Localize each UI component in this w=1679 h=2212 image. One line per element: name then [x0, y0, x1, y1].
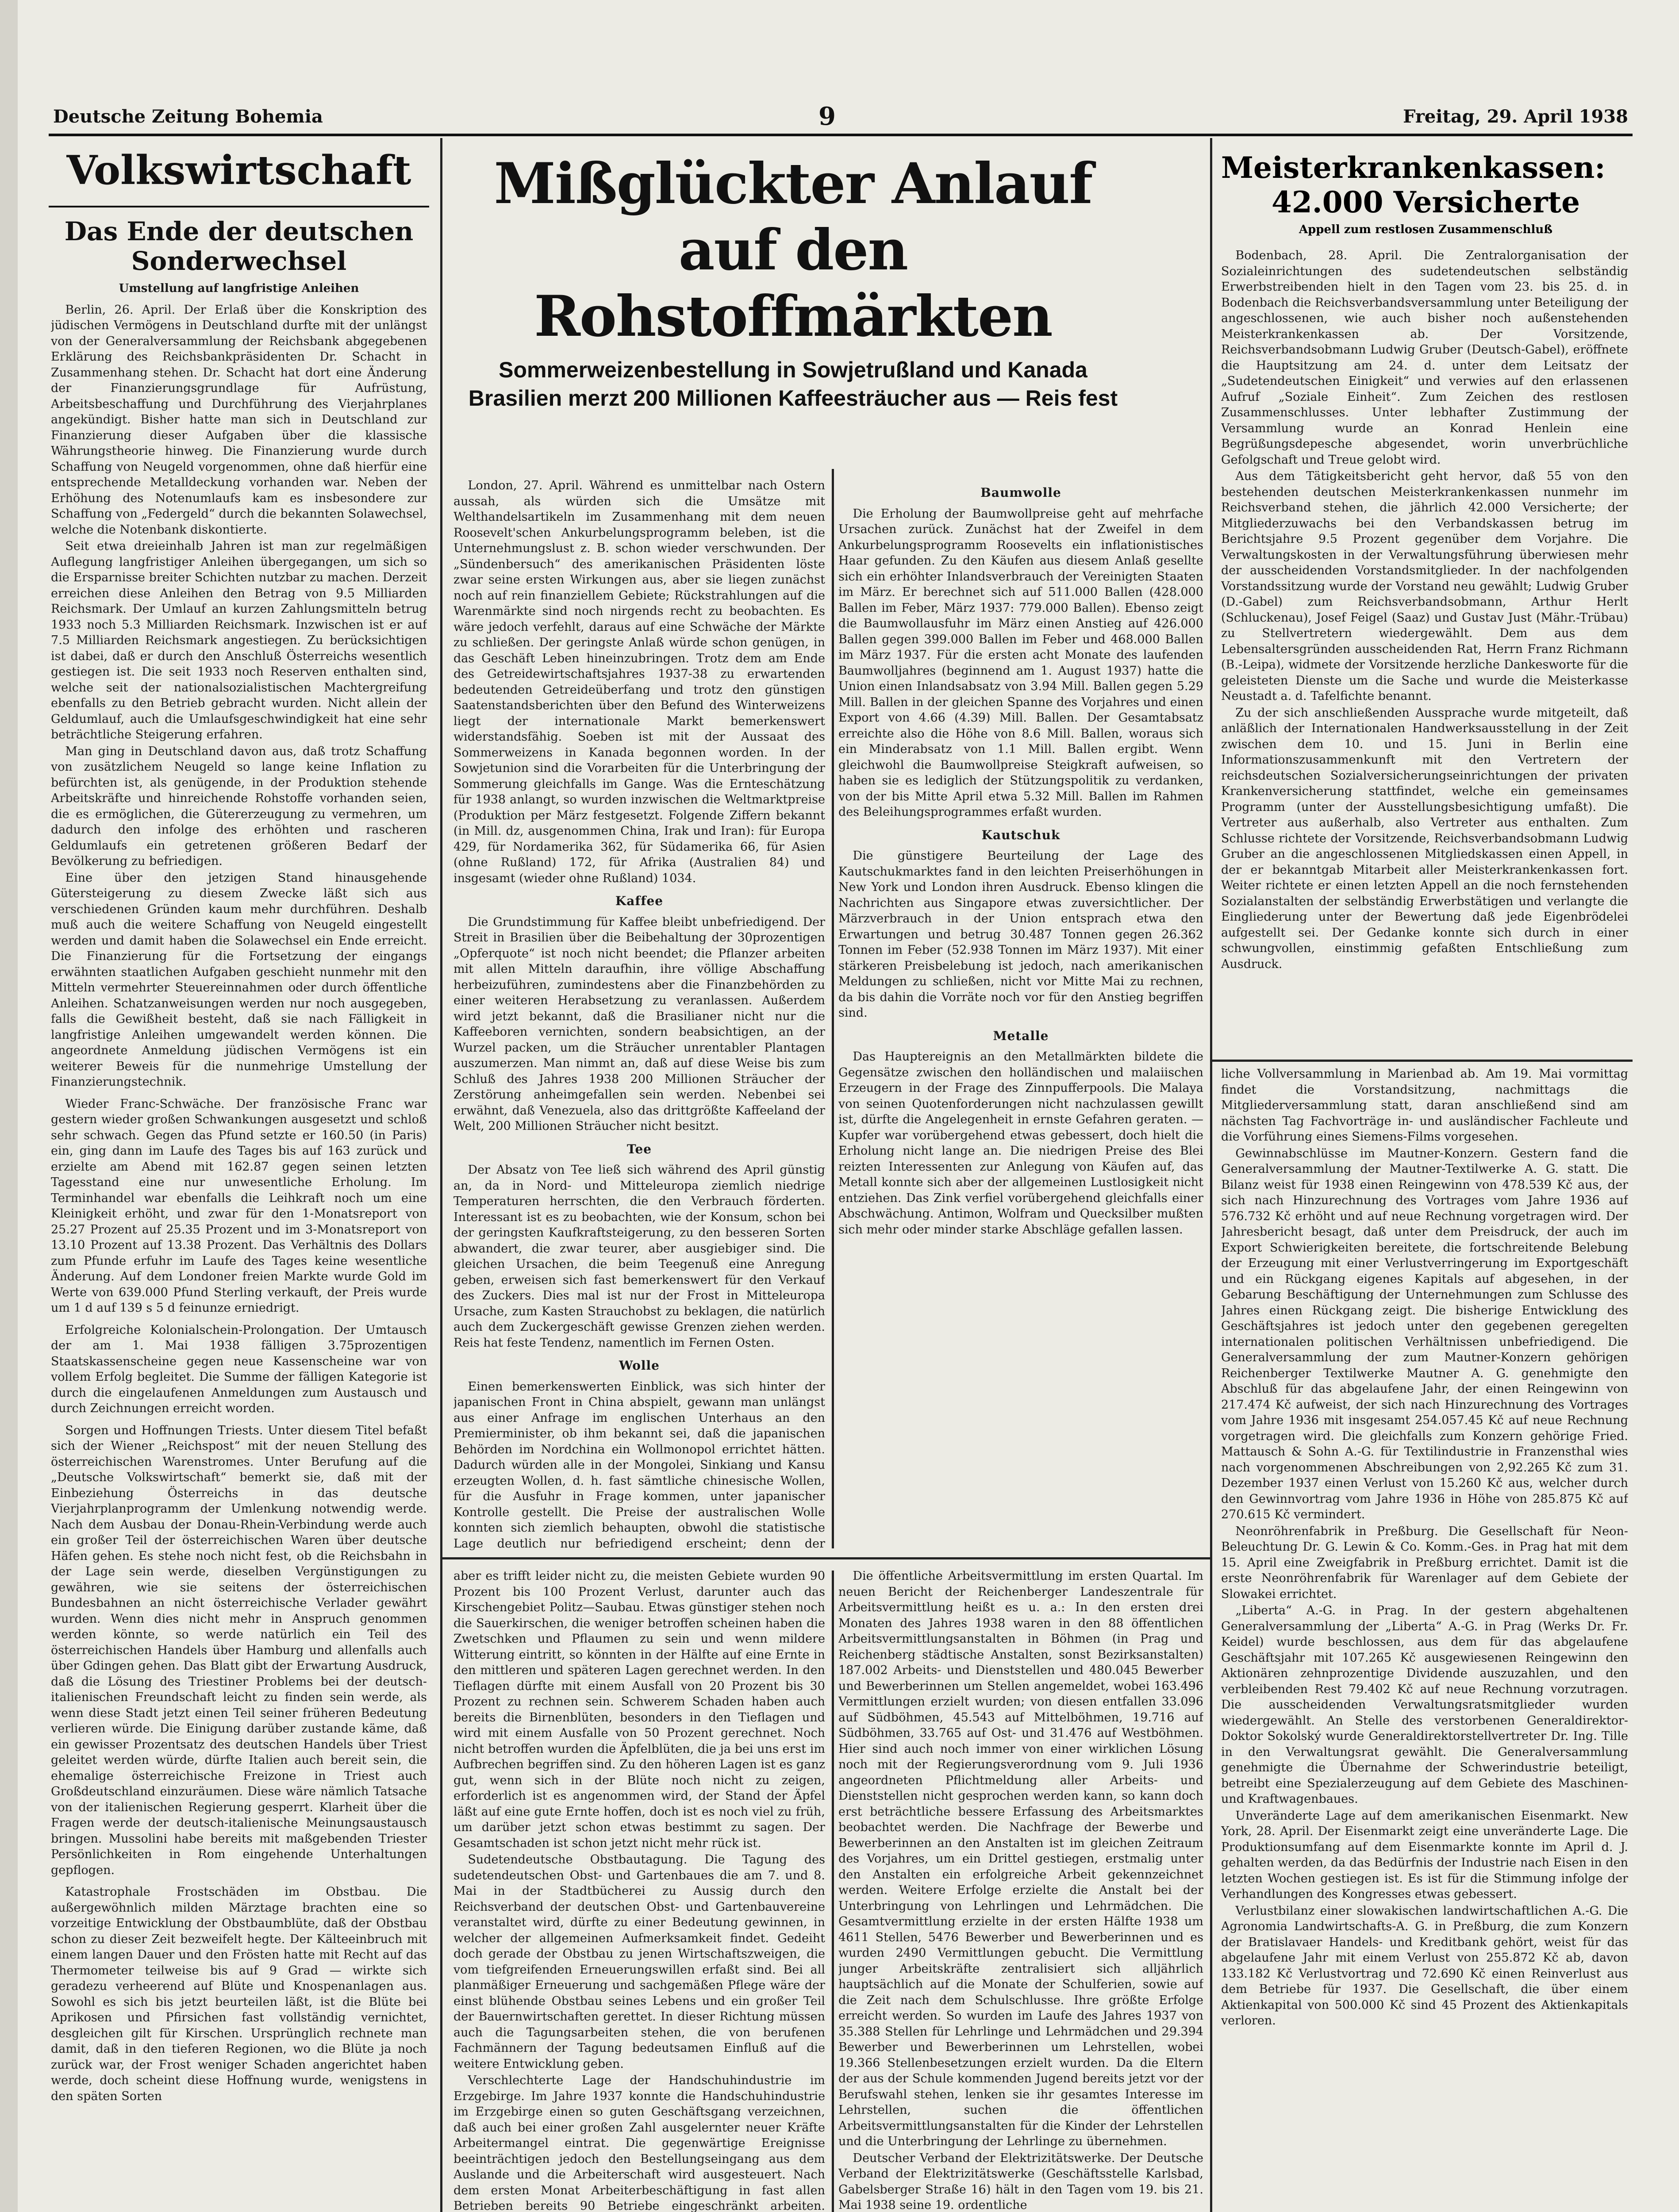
paragraph: Zu der sich anschließenden Aussprache wurde mitgeteilt, daß anläßlich der Internationalen Handwerksausstellung in der Zeit zwischen dem 10. und 15. Juni in Berlin eine Informationszusammenkunft mit den Vertretern der reichsdeutschen Sozialversicherungseinrichtungen der privaten Krankenversicherung stattfindet, welche ein gemeinsames Programm (unter der Ausstellungsbesichtigung umfaßt). Die Vertreter aus außerhalb, also Vertreter aus enthalten. Zum Schlusse richtete der Vorsitzende, Reichsverbandsobmann Ludwig Gruber an die angeschlossenen Mitgliedskassen einen Appell, in der er bekanntgab Mitarbeit aller Meisterkrankenkassen fort. Weiter richtete er einen letzten Appell an die noch fernstehenden Sozialanstalten der selbständig Erwerbstätigen und verlangte die Eingliederung unter der Bewertung daß jede Eigenbrödelei aufgestellt sei. Der Gedanke konnte sich durch in einer schwungvollen, einstimmig gefaßten Entschließung zum Ausdruck.	[1221, 706, 1628, 971]
right-column-bottom	[1221, 1066, 1628, 2212]
subsection-heading: Baumwolle	[980, 485, 1061, 500]
bottom-column-a	[453, 1568, 825, 2212]
right-article-title: 42.000 Versicherte	[1271, 185, 1580, 219]
news-item: Neonröhrenfabrik in Preßburg. Die Gesellschaft für Neon-Beleuchtung Dr. G. Lewin & Co. Komm.-Ges. in Prag hat mit dem 15. April eine Zweigfabrik in Preßburg errichtet. Damit ist die erste Neonröhrenfabrik für Warenlager auf dem Gebiete der Slowakei errichtet.	[1221, 1524, 1628, 1601]
column-rule	[832, 1571, 834, 2212]
subsection-heading: Kaffee	[615, 894, 664, 908]
lead-headline-block	[451, 150, 1135, 412]
column-rule	[440, 138, 442, 2212]
news-item: Erfolgreiche Kolonialschein-Prolongation. Der Umtausch der am 1. Mai 1938 fälligen 3.75prozentigen Staatskassenscheine gegen neue Kassenscheine war von vollem Erfolg begleitet. Die Summe der fälligen Kategorie ist durch die eingelaufenen Anmeldungen zum Austausch und durch Zeichnungen erreicht worden.	[51, 1323, 427, 1416]
lead-headline: auf den Rohstoffmärkten	[534, 217, 1052, 349]
newspaper-name: Deutsche Zeitung Bohemia	[53, 106, 323, 127]
subsection-heading: Kautschuk	[981, 827, 1060, 842]
paragraph: Einen bemerkenswerten Einblick, was sich hinter der japanischen Front in China abspielt, gewann man unlängst aus einer Anfrage im englischen Unterhaus an den Premierminister, ob ihm bekannt sei, daß die japanischen Behörden im Nordchina ein Wollmonopol errichtet hätten. Dadurch würden alle in der Mongolei, Sinkiang und Kansu erzeugten Wollen, d. h. fast sämtliche chinesische Wollen, für die Ausfuhr in Frage kommen, unter japanischer Kontrolle gestellt. Die Preise der australischen Wolle konnten sich ziemlich behaupten, obwohl die statistische Lage deutlich nur befriedigend erscheint; denn der	[453, 1379, 825, 1551]
paragraph: London, 27. April. Während es unmittelbar nach Ostern aussah, als würden sich die Umsätze mit Welthandelsartikeln im Zusammenhang mit dem neuen Roosevelt'schen Ankurbelungsprogramm beleben, ist die Unternehmungslust z. B. schon wieder verschwunden. Der „Sündenbersuch“ des amerikanischen Präsidenten löste zwar seine ersten Wirkungen aus, aber sie liegen zunächst noch auf rein finanziellem Gebiete; Rückstrahlungen auf die Warenmärkte sind noch nirgends recht zu beobachten. Es wäre jedoch verfehlt, daraus auf eine Schwäche der Märkte zu schließen. Der geringste Anlaß würde schon genügen, in das Geschäft Leben hineinzubringen. Trotz dem am Ende des Getreidewirtschaftsjahres 1937-38 zu erwartenden bedeutenden Getreideüberfang und trotz den günstigen Saatenstandsberichten über den Befund des Winterweizens liegt der internationale Markt bemerkenswert widerstandsfähig. Soeben ist mit der Aussaat des Sommerweizens in Kanada begonnen worden. In der Sowjetunion sind die Vorarbeiten für die Unterbringung der Sommerung gleichfalls im Gange. Was die Ernteschätzung für 1938 anlangt, so wurden inzwischen die Weltmarktpreise (Produktion per März festgesetzt. Folgende Ziffern bekannt (in Mill. dz, ausgenommen China, Irak und Iran): für Europa 429, für Nordamerika 362, für Südamerika 66, für Asien (ohne Rußland) 172, für Afrika (Australien 84) und insgesamt (wieder ohne Rußland) 1034.	[453, 479, 825, 885]
news-item: Sudetendeutsche Obstbautagung. Die Tagung des sudetendeutschen Obst- und Gartenbaues die am 7. und 8. Mai in der Stadtbücherei zu Aussig durch den Reichsverband der deutschen Obst- und Gartenbauvereine veranstaltet wird, dürfte zu einer Bedeutung gewinnen, in welcher der allgemeinen Aufmerksamkeit findet. Gedeiht doch gerade der Obstbau zu jenen Wirtschaftszweigen, die vom tiefgreifenden Erneuerungswillen erfaßt sind. Bei all planmäßiger Erneuerung und sachgemäßen Pflege wäre der einst blühende Obstbau seines Lebens und ein großer Teil der Bauernwirtschaften gerettet. In dieser Richtung müssen auch die Tagungsarbeiten stehen, die von berufenen Fachmännern der Tagung bedeutsamen Einfluß auf die weitere Entwicklung geben.	[453, 1853, 825, 2071]
news-item: Katastrophale Frostschäden im Obstbau. Die außergewöhnlich milden Märztage brachten eine so vorzeitige Entwicklung der Obstbaumblüte, daß der Obstbau schon zu dieser Zeit bezweifelt hegte. Der Kälteeinbruch mit einem langen Dauer und den Frösten hatte mit Recht auf das Thermometer teilweise bis auf 9 Grad — wirkte sich geradezu verheerend auf Blüte und Knospenanlagen aus. Sowohl es sich bis jetzt beurteilen läßt, ist die Blüte bei Aprikosen und Pfirsichen fast vollständig vernichtet, desgleichen gilt für Kirschen. Ursprünglich rechnete man damit, daß in den tieferen Regionen, wo die Blüte ja noch zurück war, der Frost weniger Schaden angerichtet haben werde, doch scheint diese Hoffnung wurde, wenigstens in den späten Sorten	[51, 1885, 427, 2103]
page-number: 9	[818, 102, 836, 131]
news-item: Die öffentliche Arbeitsvermittlung im ersten Quartal. Im neuen Bericht der Reichenberger Landeszentrale für Arbeitsvermittlung heißt es u. a.: In den ersten drei Monaten des Jahres 1938 waren in den 88 öffentlichen Arbeitsvermittlungsanstalten in Böhmen (in Prag und Reichenberg städtische Anstalten, sonst Bezirksanstalten) 187.002 Arbeits- und Dienststellen und 480.045 Bewerber und Bewerberinnen um Stellen angemeldet, wobei 163.496 Vermittlungen erzielt wurden; von diesen entfallen 33.096 auf Südböhmen, 45.543 auf Mittelböhmen, 19.716 auf Südböhmen, 33.765 auf Ost- und 31.476 auf Westböhmen. Hier sind auch noch immer von einer wirklichen Lösung noch mit der Regierungsverordnung vom 9. Juli 1936 angeordneten Pflichtmeldung aller Arbeits- und Dienststellen nicht gesprochen werden kann, so kann doch erst beträchtliche bessere Erfassung des Arbeitsmarktes beobachtet werden. Die Nachfrage der Bewerbe und Bewerberinnen an den Anstalten ist im gleichen Zeitraum des Vorjahres, um ein Drittel gestiegen, erstmalig unter den Anstalten ein erfolgreiche Arbeit gekennzeichnet werden. Weitere Erfolge erzielte die Anstalt bei der Unterbringung von Lehrlingen und Lehrmädchen. Die Gesamtvermittlung erzielte in der ersten Hälfte 1938 um 4611 Stellen, 5476 Bewerber und Bewerberinnen und es wurden 2490 Vermittlungen gebucht. Die Vermittlung junger Arbeitskräfte zentralisiert sich alljährlich hauptsächlich auf die Monate der Schulferien, sowie auf die Zeit nach dem Schulschlusse. Ihre größte Erfolge erreicht werden. So wurden im Laufe des Jahres 1937 von 35.388 Stellen für Lehrlinge und Lehrmädchen und 29.394 Bewerber und Bewerberinnen um Lehrstellen, wobei 19.366 Stellenbesetzungen erzielt wurden. Da die Eltern der aus der Schule kommenden Jugend bereits jetzt vor der Berufswahl stehen, lenken sie ihr gesamtes Interesse im Lehrstellen, suchen die öffentlichen Arbeitsvermittlungsanstalten für die Kinder der Lehrstellen und die Unterbringung der Lehrlinge zu übernehmen.	[838, 1569, 1203, 2148]
news-item: Gewinnabschlüsse im Mautner-Konzern. Gestern fand die Generalversammlung der Mautner-Textilwerke A. G. statt. Die Bilanz weist für 1938 einen Reingewinn von 478.539 Kč aus, der sich nach Hinzurechnung des Vortrages vom Jahre 1936 auf 576.732 Kč erhöht und auf neue Rechnung vorgetragen wird. Der Jahresbericht besagt, daß unter dem Preisdruck, der auch im Export Schwierigkeiten bereitete, die fortschreitende Belebung der Erzeugung mit einer Verlustverringerung im Exportgeschäft und ein Rückgang eigenes Kapitals auf abgesehen, in der Gebarung Beschäftigung der Unternehmungen zum Schlusse des Jahres einen Rückgang zeigt. Die bisherige Entwicklung des Geschäftsjahres ist jedoch unter den gegebenen geregelten internationalen politischen Verhältnissen unbefriedigend. Die Generalversammlung der zum Mautner-Konzern gehörigen Reichenberger Textilwerke Mautner A. G. genehmigte den Abschluß für das abgelaufene Jahr, der einen Reingewinn von 217.474 Kč aufweist, der sich nach Hinzurechnung des Vortrages vom Jahre 1936 mit insgesamt 254.057.45 Kč auf neue Rechnung vorgetragen wird. Die gleichfalls zum Konzern gehörige Fried. Mattausch & Sohn A.-G. für Textilindustrie in Franzensthal wies nach vorgenommenen Abschreibungen von 2,92.265 Kč zum 31. Dezember 1937 einen Verlust von 15.260 Kč aus, welcher durch den Gewinnvortrag vom Jahre 1936 in Höhe von 285.875 Kč auf 270.615 Kč vermindert.	[1221, 1146, 1628, 1521]
news-item: Wieder Franc-Schwäche. Der französische Franc war gestern wieder großen Schwankungen ausgesetzt und schloß sehr schwach. Gegen das Pfund setzte er 160.50 (in Paris) ein, ging dann im Laufe des Tages bis auf 163 zurück und erzielte am Abend mit 162.87 gegen seinen letzten Tagesstand eine nur unwesentliche Erholung. Im Terminhandel war ebenfalls die Leihkraft noch um eine Kleinigkeit erhöht, und zwar für den 1-Monatsreport von 25.27 Prozent auf 25.35 Prozent und im 3-Monatsreport von 13.10 Prozent auf 13.38 Prozent. Das Verhältnis des Dollars zum Pfunde erfuhr im Laufe des Tages keine wesentliche Änderung. Auf dem Londoner freien Markte wurde Gold im Werte von 639.000 Pfund Sterling verkauft, der Preis wurde um 1 d auf 139 s 5 d feinunze erniedrigt.	[51, 1097, 427, 1315]
column-rule	[832, 469, 834, 1548]
article-subtitle: Umstellung auf langfristige Anleihen	[119, 282, 359, 296]
column-rule	[1210, 138, 1212, 2212]
paragraph: Der Absatz von Tee ließ sich während des April günstig an, da in Nord- und Mitteleuropa ziemlich niedrige Temperaturen herrschten, die den Verbrauch förderten. Interessant ist es zu beobachten, wie der Konsum, schon bei der geringsten Kaufkraftsteigerung, zu den besseren Sorten abwandert, die zwar teurer, aber ausgiebiger sind. Die gleichen Ursachen, die beim Teegenuß eine Anregung geben, erweisen sich fast bemerkenswert für den Verkauf des Zuckers. Dies mal ist nur der Frost in Mitteleuropa Ursache, zum Kasten Strauchobst zu beklagen, die natürlich auch dem Zuckergeschäft gewisse Grenzen ziehen werden. Reis hat feste Tendenz, namentlich im Fernen Osten.	[453, 1163, 825, 1350]
paragraph: liche Vollversammlung in Marienbad ab. Am 19. Mai vormittag findet die Vorstandsitzung, nachmittags die Mitgliederversammlung statt, daran anschließend sind am nächsten Tag Fachvorträge in- und ausländischer Fachleute und die Vorführung eines Siemens-Films vorgesehen.	[1221, 1067, 1628, 1144]
article-title: Das Ende der deutschen Sonderwechsel	[64, 217, 414, 276]
lead-headline: Mißglückter Anlauf	[494, 151, 1092, 216]
right-column-top	[1221, 248, 1628, 1053]
lead-column-1	[453, 478, 825, 1553]
running-header	[53, 102, 1628, 133]
section-rule	[1212, 1060, 1633, 1062]
news-item: „Liberta“ A.-G. in Prag. In der gestern abgehaltenen Generalversammlung der „Liberta“ A.-G. in Prag (Werks Dr. Fr. Keidel) wurde beschlossen, aus dem für das abgelaufene Geschäftsjahr mit 107.265 Kč ausgewiesenen Reingewinn den Aktionären zehnprozentige Dividende auszuzahlen, und den verbleibenden Rest 79.402 Kč auf neue Rechnung vorzutragen. Die ausscheidenden Verwaltungsratsmitglieder wurden wiedergewählt. An Stelle des verstorbenen Generaldirektor-Doktor Sokolský wurde Generaldirektorstellvertreter Dr. Ing. Tille in den Verwaltungsrat gewählt. Die Generalversammlung genehmigte die Übernahme der Schwerindustrie beteiligt, betreibt eine Spezialerzeugung auf dem Gebiete des Maschinen- und Kraftwagenbaues.	[1221, 1604, 1628, 1806]
section-title-rule	[49, 206, 429, 207]
issue-date: Freitag, 29. April 1938	[1403, 106, 1628, 127]
paragraph: Die Erholung der Baumwollpreise geht auf mehrfache Ursachen zurück. Zunächst hat der Zweifel in dem Ankurbelungsprogramm Roosevelts ein inflationistisches Haar gefunden. Zu den Käufen aus diesem Anlaß gesellte sich ein erhöhter Inlandsverbrauch der Vereinigten Staaten im März. Er berechnet sich auf 511.000 Ballen (428.000 Ballen im Feber, März 1937: 779.000 Ballen). Ebenso zeigt die Baumwollausfuhr im März einen Anstieg auf 426.000 Ballen gegen 399.000 Ballen im Feber und 468.000 Ballen im März 1937. Für die ersten acht Monate des laufenden Baumwolljahres (beginnend am 1. August 1937) hatte die Union einen Inlandsabsatz von 3.94 Mill. Ballen gegen 5.29 Mill. Ballen in der gleichen Spanne des Vorjahres und einen Export von 4.66 (4.39) Mill. Ballen. Der Gesamtabsatz erreichte also die Höhe von 8.6 Mill. Ballen, woraus sich ein Minderabsatz von 1.1 Mill. Ballen ergibt. Wenn gleichwohl die Baumwollpreise Steigkraft aufweisen, so haben sie es lediglich der Stützungspolitik zu verdanken, von der bis Mitte April etwa 5.32 Mill. Ballen im Rahmen des Beleihungsprogrammes erfaßt wurden.	[838, 507, 1203, 819]
subsection-heading: Tee	[626, 1141, 652, 1156]
paragraph: Die Grundstimmung für Kaffee bleibt unbefriedigend. Der Streit in Brasilien über die Beibehaltung der 30prozentigen „Opferquote“ ist noch nicht beendet; die Pflanzer arbeiten mit allen Mitteln daraufhin, ihre völlige Abschaffung herbeizuführen, zumindestens aber die Finanzbehörden zu einer weiteren Herabsetzung zu veranlassen. Außerdem wird jetzt bekannt, daß die Brasilianer nicht nur die Kaffeeboren vernichten, sondern beabsichtigen, an der Wurzel packen, um die Sträucher unrentabler Plantagen auszumerzen. Man nimmt an, daß auf diese Weise bis zum Schluß des Jahres 1938 200 Millionen Sträucher der Zerstörung anheimgefallen sein werden. Nebenbei sei erwähnt, daß Venezuela, also das drittgrößte Kaffeeland der Welt, 200 Millionen Sträucher nicht besitzt.	[453, 915, 825, 1133]
paragraph: Man ging in Deutschland davon aus, daß trotz Schaffung von zusätzlichem Neugeld so lange keine Inflation zu befürchten ist, als genügende, in der Produktion stehende Arbeitskräfte und hinreichende Rohstoffe vorhanden seien, die es ermöglichen, die Gütererzeugung zu vermehren, um dadurch den infolge des erhöhten und rascheren Geldumlaufs ein getretenen größeren Bedarf der Bevölkerung zu befriedigen.	[51, 744, 427, 868]
right-article-subtitle: Appell zum restlosen Zusammenschluß	[1299, 223, 1553, 236]
news-item: Verschlechterte Lage der Handschuhindustrie im Erzgebirge. Im Jahre 1937 konnte die Handschuhindustrie im Erzgebirge einen so guten Geschäftsgang verzeichnen, daß auch bei einer großen Zahl ausgelernter neuer Kräfte Arbeitermangel eintrat. Die gegenwärtige Ereignisse beeinträchtigen jedoch den Bestellungseingang aus dem Auslande und die Arbeiterschaft wird ausgesteuert. Nach dem ersten Monat Arbeiterbeschäftigung in fast allen Betrieben bereits 90 Betriebe eingeschränkt arbeiten.	[453, 2074, 825, 2212]
paragraph: Bodenbach, 28. April. Die Zentralorganisation der Sozialeinrichtungen des sudetendeutschen selbständig Erwerbstreibenden hielt in den Tagen vom 23. bis 25. d. in Bodenbach die Reichsverbandsversammlung unter Beteiligung der angeschlossenen, wie auch bisher noch außenstehenden Meisterkrankenkassen ab. Der Vorsitzende, Reichsverbandsobmann Ludwig Gruber (Deutsch-Gabel), eröffnete die Hauptsitzung am 24. d. unter dem Leitsatz der „Sudetendeutschen Einigkeit“ und verwies auf den erlassenen Aufruf „Soziale Einheit“. Zum Zeichen des restlosen Zusammenschlusses. Unter lebhafter Zustimmung der Versammlung wurde an Konrad Henlein eine Begrüßungsdepesche abgesendet, worin unverbrüchliche Gefolgschaft und Treue gelobt wird.	[1221, 249, 1628, 467]
paragraph: Die günstigere Beurteilung der Lage des Kautschukmarktes fand in den leichten Preiserhöhungen in New York und London ihren Ausdruck. Ebenso klingen die Nachrichten aus Singapore etwas zuversichtlicher. Der Märzverbrauch in der Union entsprach etwa den Erwartungen und betrug 30.487 Tonnen gegen 26.362 Tonnen im Feber (52.938 Tonnen im März 1937). Mit einer stärkeren Preisbelebung ist jedoch, nach amerikanischen Meldungen zu schließen, nicht vor Mitte Mai zu rechnen, da bis dahin die Vorräte noch vor für den Anstieg begriffen sind.	[838, 849, 1203, 1020]
left-column	[51, 217, 427, 2212]
subsection-heading: Wolle	[619, 1358, 660, 1373]
header-rule	[49, 134, 1633, 136]
news-item: Verlustbilanz einer slowakischen landwirtschaftlichen A.-G. Die Agronomia Landwirtschafts-A. G. in Preßburg, die zum Konzern der Bratislavaer Handels- und Kreditbank gehört, weist für das abgelaufene Jahr mit einem Verlust von 255.872 Kč ab, davon 133.182 Kč Verlustvortrag und 72.690 Kč einen Reinverlust aus dem Betriebe für 1937. Die Gesellschaft, die über einem Aktienkapital von 500.000 Kč sind 45 Prozent des Aktienkapitals verloren.	[1221, 1904, 1628, 2028]
news-item: Sorgen und Hoffnungen Triests. Unter diesem Titel befaßt sich der Wiener „Reichspost“ mit der neuen Stellung des österreichischen Warenstromes. Unter Berufung auf die „Deutsche Volkswirtschaft“ bemerkt sie, daß mit der Einbeziehung Österreichs in das deutsche Vierjahrplanprogramm der Umlenkung notwendig werde. Nach dem Ausbau der Donau-Rhein-Verbindung werde auch ein großer Teil der österreichischen Waren über deutsche Häfen gehen. Es stehe noch nicht fest, ob die Reichsbahn in der Lage sein werde, dieselben Vergünstigungen zu gewähren, wie sie seitens der österreichischen Bundesbahnen an nicht österreichische Verlader gewährt wurden. Wenn dies nicht mehr in Anspruch genommen werden könnte, so werde natürlich ein Teil des österreichischen Handels über Hamburg und allenfalls auch über Gdingen gehen. Das Blatt gibt der Erwartung Ausdruck, daß die Lösung des Triestiner Problems bei der deutsch-italienischen Freundschaft leicht zu finden sein werde, als wenn diese Stadt jetzt einen Teil seiner früheren Bedeutung verlieren würde. Die Einigung darüber zustande käme, daß ein gewisser Prozentsatz des deutschen Handels über Triest geleitet werden würde, dürfte Italien auch bereit sein, die ehemalige österreichische Freizone in Triest auch Großdeutschland einzuräumen. Diese wäre nämlich Tatsache von der italienischen Regierung gesperrt. Klarheit über die Fragen werde der deutsch-italienische Meinungsaustausch bringen. Mussolini habe bereits mit maßgebenden Triester Persönlichkeiten in Rom eingehende Unterhaltungen gepflogen.	[51, 1423, 427, 1877]
bottom-column-b	[838, 1568, 1203, 2212]
paragraph: Berlin, 26. April. Der Erlaß über die Konskription des jüdischen Vermögens in Deutschland durfte mit der unlängst von der Generalversammlung der Reichsbank abgegebenen Erklärung des Reichsbankpräsidenten Dr. Schacht in Zusammenhang stehen. Dr. Schacht hat dort eine Änderung der Finanzierungsgrundlage für Aufrüstung, Arbeitsbeschaffung und Durchführung des Vierjahrplanes angekündigt. Bisher hatte man sich in Deutschland zur Finanzierung dieser Aufgaben über die klassische Währungstheorie hinweg. Die Finanzierung wurde durch Schaffung von Neugeld vorgenommen, ohne daß hierfür eine entsprechende Metalldeckung vorhanden war. Neben der Erhöhung des Notenumlaufs kam es insbesondere zur Schaffung von „Federgeld“ durch die bekannten Solawechsel, welche die Notenbank diskontierte.	[51, 303, 427, 537]
lead-deck: Brasilien merzt 200 Millionen Kaffeesträucher aus — Reis fest	[468, 386, 1118, 411]
paragraph: aber es trifft leider nicht zu, die meisten Gebiete wurden 90 Prozent bis 100 Prozent Verlust, darunter auch das Kirschengebiet Politz—Saubau. Etwas günstiger stehen noch die Sauerkirschen, die weniger betroffen scheinen haben die Zwetschken und Pflaumen zu sein und wenn mildere Witterung eintritt, so könnten in der Hälfte auf eine Ernte in den mittleren und späteren Lagen gerechnet werden. In den Tieflagen dürfte mit einem Ausfall von 20 Prozent bis 30 Prozent zu rechnen sein. Schwerem Schaden haben auch bereits die Birnenblüten, besonders in den Tieflagen und wird mit einem Ausfalle von 50 Prozent gerechnet. Noch nicht betroffen wurden die Äpfelblüten, die ja bei uns erst im Aufbrechen begriffen sind. Zu den höheren Lagen ist es ganz gut, wenn sich in der Blüte noch nicht zu zeigen, erforderlich ist es angenommen wird, der Stand der Äpfel läßt auf eine gute Ernte hoffen, doch ist es noch viel zu früh, um darüber jetzt schon etwas bestimmt zu sagen. Der Gesamtschaden ist schon jetzt nicht mehr rück ist.	[453, 1569, 825, 1850]
subsection-heading: Metalle	[993, 1028, 1049, 1043]
lead-deck: Sommerweizenbestellung in Sowjetrußland und Kanada	[499, 357, 1087, 382]
right-article-title: Meisterkrankenkassen:	[1221, 150, 1606, 185]
paragraph: Eine über den jetzigen Stand hinausgehende Gütersteigerung zu diesem Zwecke läßt sich aus verschiedenen Gründen kaum mehr durchführen. Deshalb muß auch die weitere Schaffung von Neugeld eingestellt werden und damit haben die Solawechsel ein Ende erreicht. Die Finanzierung für die Fortsetzung der eingangs erwähnten staatlichen Aufgaben geschieht nunmehr mit den Mitteln vermehrter Steuereinnahmen oder durch öffentliche Anleihen. Schatzanweisungen werden nur noch ausgegeben, falls die Gewißheit besteht, daß sie nach Fälligkeit in langfristige Anleihen umgewandelt werden können. Die angeordnete Anmeldung jüdischen Vermögens ist ein weiterer Beweis für die nunmehrige Umstellung der Finanzierungstechnik.	[51, 871, 427, 1089]
news-item: Unveränderte Lage auf dem amerikanischen Eisenmarkt. New York, 28. April. Der Eisenmarkt zeigt eine unveränderte Lage. Die Produktionsumfang auf dem Eisenmarkte konnte im April d. J. gehalten werden, da das Bedürfnis der Industrie nach Eisen in den letzten Wochen gestiegen ist. Es ist für die Stimmung infolge der Verhandlungen des Kongresses etwas gebessert.	[1221, 1809, 1628, 1901]
paragraph: Das Hauptereignis an den Metallmärkten bildete die Gegensätze zwischen den holländischen und malaiischen Erzeugern in der Frage des Zinnpufferpools. Die Malaya von seinen Quotenforderungen nicht nachzulassen gewillt ist, dürfte die Angelegenheit in ernste Gefahren geraten. — Kupfer war vorübergehend etwas gebessert, doch hielt die Erholung nicht lange an. Die niedrigen Preise des Blei reizten Interessenten zur Anlegung von Käufen auf, das Metall konnte sich aber der allgemeinen Lustlosigkeit nicht entziehen. Das Zink verfiel vorübergehend gleichfalls einer Abschwächung. Antimon, Wolfram und Quecksilber mußten sich mehr oder minder starke Abschläge gefallen lassen.	[838, 1050, 1203, 1237]
lead-column-2	[838, 478, 1203, 1553]
paragraph: Aus dem Tätigkeitsbericht geht hervor, daß 55 von den bestehenden deutschen Meisterkrankenkassen nunmehr im Reichsverband stehen, die jährlich 42.000 Versicherte; der Mitgliederzuwachs bei den Verbandskassen betrug im Berichtsjahre 9.5 Prozent gegenüber dem Vorjahre. Die Verwaltungskosten in der Verwaltungsführung überwiesen mehr der ausscheidenden Vorstandsmitglieder. In der nachfolgenden Vorstandssitzung wurde der Vorstand neu gewählt; Ludwig Gruber (D.-Gabel) zum Reichsverbandsobmann, Arthur Herlt (Schluckenau), Josef Feigel (Saaz) und Gustav Just (Mähr.-Trübau) zu Stellvertretern wiedergewählt. Dem aus dem Lebensaltersgründen ausscheidenden Rat, Herrn Franz Richmann (B.-Leipa), widmete der Vorsitzende herzliche Dankesworte für die geleisteten Dienste um die Sache und wurde die Meisterkasse Neustadt a. d. Tafelfichte benannt.	[1221, 469, 1628, 703]
section-rule	[442, 1557, 1210, 1559]
paragraph: Seit etwa dreieinhalb Jahren ist man zur regelmäßigen Auflegung langfristiger Anleihen übergegangen, um sich so die Ersparnisse breiter Schichten nutzbar zu machen. Derzeit erreichen diese Anleihen den Betrag von 9.5 Milliarden Reichsmark. Der Umlauf an kurzen Zahlungsmitteln betrug 1933 noch 5.3 Milliarden Reichsmark. Inzwischen ist er auf 7.5 Milliarden Reichsmark angestiegen. Zu berücksichtigen ist dabei, daß er durch den Anschluß Österreichs wesentlich gestiegen ist. Die seit 1933 noch Reserven enthalten sind, welche seit der nationalsozialistischen Machtergreifung ebenfalls zu den Betrieb gebracht wurden. Nicht allein der Geldumlauf, auch die Umlaufsgeschwindigkeit hat eine sehr beträchtliche Steigerung erfahren.	[51, 539, 427, 742]
news-item: Deutscher Verband der Elektrizitätswerke. Der Deutsche Verband der Elektrizitätswerke (Geschäftsstelle Karlsbad, Gabelsberger Straße 16) hält in den Tagen vom 19. bis 21. Mai 1938 seine 19. ordentliche	[838, 2151, 1203, 2212]
section-title: Volkswirtschaft	[66, 147, 411, 194]
right-article-headline	[1221, 150, 1630, 236]
